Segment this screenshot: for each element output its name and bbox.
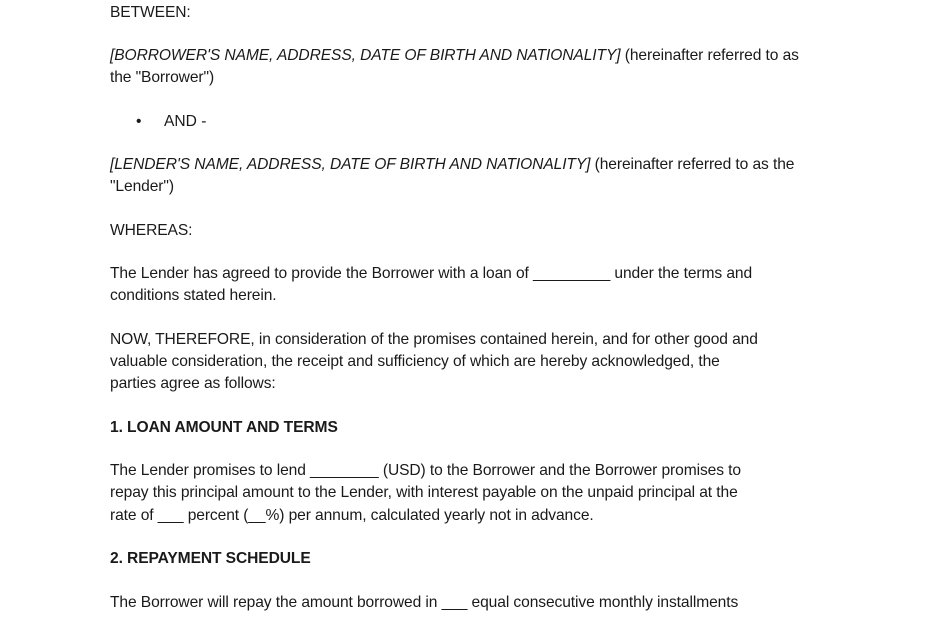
section-heading-loan-amount: 1. LOAN AMOUNT AND TERMS: [110, 419, 338, 436]
and-separator: AND -: [164, 113, 207, 130]
lender-suffix: (hereinafter referred to as the: [590, 156, 795, 173]
borrower-line-1: [110, 45, 799, 67]
now-therefore-line-2: valuable consideration, the receipt and sufficiency of which are hereby acknowledged, the: [110, 353, 720, 370]
borrower-line-2: the "Borrower"): [110, 69, 215, 86]
between-label: BETWEEN:: [110, 4, 191, 21]
lender-placeholder: [LENDER'S NAME, ADDRESS, DATE OF BIRTH AND NATIONALITY]: [110, 156, 591, 173]
lender-line-1: [110, 154, 794, 176]
section-heading-repayment: 2. REPAYMENT SCHEDULE: [110, 550, 311, 567]
loan-terms-line-2: repay this principal amount to the Lender, with interest payable on the unpaid principal at the: [110, 484, 738, 501]
borrower-placeholder: [BORROWER'S NAME, ADDRESS, DATE OF BIRTH AND NATIONALITY]: [110, 47, 621, 64]
now-therefore-line-3: parties agree as follows:: [110, 375, 276, 392]
now-therefore-line-1: NOW, THEREFORE, in consideration of the promises contained herein, and for other good and: [110, 331, 758, 348]
loan-terms-line-1: The Lender promises to lend ________ (USD) to the Borrower and the Borrower promises to: [110, 462, 741, 479]
repayment-line-1: The Borrower will repay the amount borrowed in ___ equal consecutive monthly installments: [110, 594, 739, 611]
borrower-suffix: (hereinafter referred to as: [620, 47, 799, 64]
lender-line-2: "Lender"): [110, 178, 174, 195]
loan-terms-line-3: rate of ___ percent (__%) per annum, calculated yearly not in advance.: [110, 507, 594, 524]
whereas-paragraph-line-1: The Lender has agreed to provide the Borrower with a loan of _________ under the terms and: [110, 265, 753, 282]
bullet-icon: •: [136, 113, 142, 130]
whereas-label: WHEREAS:: [110, 222, 193, 239]
whereas-paragraph-line-2: conditions stated herein.: [110, 287, 277, 304]
